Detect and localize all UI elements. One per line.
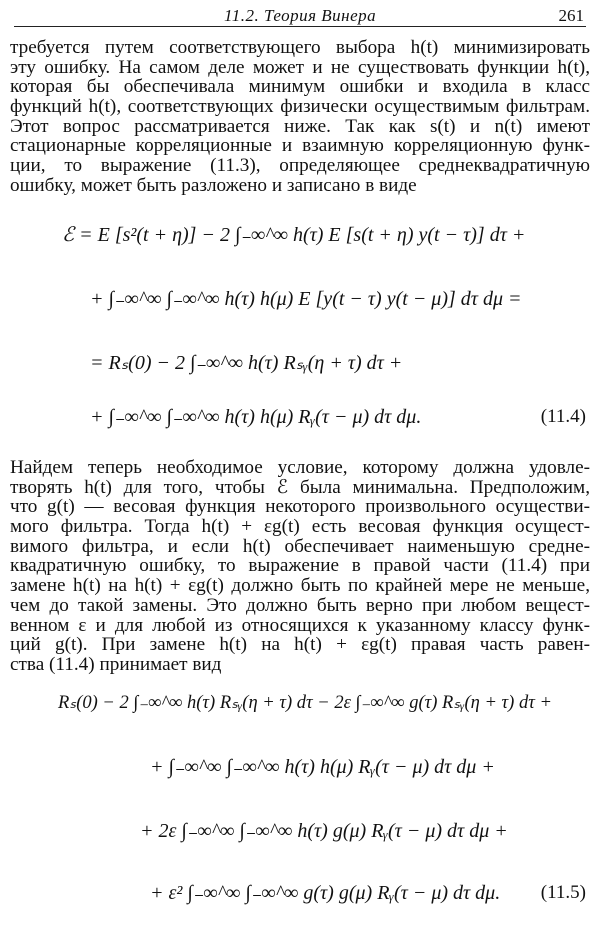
- running-title: 11.2. Теория Винера: [224, 6, 377, 25]
- text-line: венном ε и для любой из относящихся к указанному классу функ-: [10, 615, 590, 636]
- text-line: ций g(t). При замене h(t) на h(t) + εg(t) правая часть равен-: [10, 635, 590, 655]
- text-line: что g(t) — весовая функция некоторого произвольного осуществи-: [10, 497, 590, 518]
- equation-11-4-line-3: = Rₛ(0) − 2 ∫₋∞^∞ h(τ) Rₛᵧ(η + τ) dτ +: [90, 352, 403, 374]
- equation-11-4-line-4: + ∫₋∞^∞ ∫₋∞^∞ h(τ) h(μ) Rᵧ(τ − μ) dτ dμ.: [90, 406, 422, 428]
- text-line: стационарные корреляционные и взаимную корреляционную функ-: [10, 136, 590, 157]
- text-line: требуется путем соответствующего выбора h(t) минимизировать: [10, 38, 590, 58]
- text-line: квадратичную ошибку, то выражение в правой части (11.4) при: [10, 556, 590, 577]
- text-line: Найдем теперь необходимое условие, которому должна удовле-: [10, 458, 590, 478]
- text-line: замене h(t) на h(t) + εg(t) должно быть по крайней мере не меньше,: [10, 576, 590, 596]
- text-line: ошибку, может быть разложено и записано в виде: [10, 175, 417, 196]
- text-line: творять h(t) для того, чтобы ℰ была минимальна. Предположим,: [10, 477, 590, 498]
- text-line: функций h(t), соответствующих физически осуществимым фильтрам.: [10, 97, 590, 117]
- paragraph-1: [10, 38, 590, 196]
- text-line: ции, то выражение (11.3), определяющее среднеквадратичную: [10, 156, 590, 176]
- running-header: [14, 4, 586, 27]
- text-line: вимого фильтра, и если h(t) обеспечивает наименьшую средне-: [10, 536, 590, 557]
- text-line: эту ошибку. На самом деле может и не существовать функции h(t),: [10, 57, 590, 78]
- page-number: 261: [558, 6, 584, 25]
- text-line: чем до такой замены. Это должно быть верно при любом вещест-: [10, 595, 590, 616]
- text-line: Этот вопрос рассматривается ниже. Так как s(t) и n(t) имеют: [10, 116, 590, 137]
- equation-11-5-line-4: + ε² ∫₋∞^∞ ∫₋∞^∞ g(τ) g(μ) Rᵧ(τ − μ) dτ dμ.: [150, 882, 501, 904]
- equation-11-5-line-3: + 2ε ∫₋∞^∞ ∫₋∞^∞ h(τ) g(μ) Rᵧ(τ − μ) dτ dμ +: [140, 820, 508, 842]
- equation-11-5-line-1: Rₛ(0) − 2 ∫₋∞^∞ h(τ) Rₛᵧ(η + τ) dτ − 2ε ∫₋∞^∞ g(τ) Rₛᵧ(η + τ) dτ +: [58, 693, 552, 713]
- paragraph-2: [10, 458, 590, 675]
- equation-11-5-line-2: + ∫₋∞^∞ ∫₋∞^∞ h(τ) h(μ) Rᵧ(τ − μ) dτ dμ +: [150, 756, 495, 778]
- text-line: мого фильтра. Тогда h(t) + εg(t) есть весовая функция осущест-: [10, 517, 590, 537]
- text-line: которая бы обеспечивала минимум ошибки и входила в класс: [10, 77, 590, 98]
- equation-number-11-5: (11.5): [540, 882, 586, 903]
- text-line: ства (11.4) принимает вид: [10, 654, 222, 675]
- equation-11-4-line-2: + ∫₋∞^∞ ∫₋∞^∞ h(τ) h(μ) E [y(t − τ) y(t − μ)] dτ dμ =: [90, 288, 522, 310]
- equation-number-11-4: (11.4): [540, 406, 586, 427]
- equation-11-4-line-1: ℰ = E [s²(t + η)] − 2 ∫₋∞^∞ h(τ) E [s(t + η) y(t − τ)] dτ +: [62, 224, 526, 246]
